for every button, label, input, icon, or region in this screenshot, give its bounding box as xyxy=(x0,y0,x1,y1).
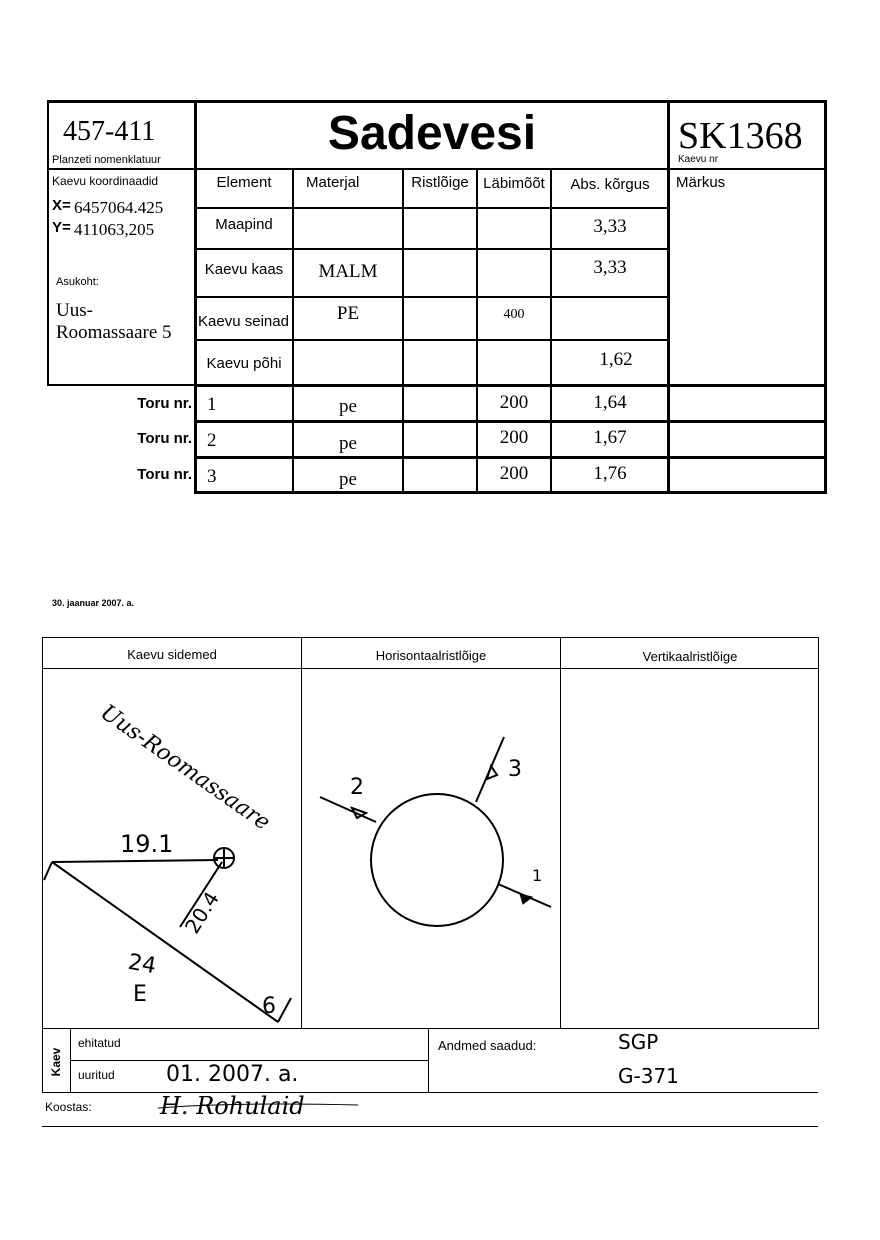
sketch-line-right xyxy=(278,998,291,1022)
pipe-material: pe xyxy=(339,469,357,490)
row-abs-height: 3,33 xyxy=(593,216,627,237)
sketch-line-left xyxy=(44,862,52,880)
hand-dim-20: 20.4 xyxy=(180,887,224,938)
coord-x-label: X= xyxy=(52,197,71,214)
built-label: ehitatud xyxy=(78,1036,121,1050)
rule xyxy=(42,1092,818,1093)
coord-x-value: 6457064.425 xyxy=(74,198,164,217)
pipe-diameter: 200 xyxy=(499,427,529,448)
well-number-label: Kaevu nr xyxy=(678,154,719,165)
pipe-abs-height: 1,64 xyxy=(593,392,627,413)
header-remarks: Märkus xyxy=(676,174,726,191)
pipe-3-arrow-icon xyxy=(487,766,497,779)
location-label: Asukoht: xyxy=(56,276,99,288)
well-section-circle xyxy=(371,794,503,926)
pipe-abs-height: 1,67 xyxy=(593,427,627,448)
row-element: Kaevu seinad xyxy=(198,313,289,330)
row-element: Kaevu kaas xyxy=(204,261,284,278)
hand-dim-19: 19.1 xyxy=(120,830,174,858)
hand-num-24: 24 xyxy=(126,949,158,980)
hand-pipe-1: 1 xyxy=(532,866,543,885)
pipe-label: Toru nr. xyxy=(137,430,192,447)
document-date: 30. jaanuar 2007. a. xyxy=(52,598,135,608)
pipe-material: pe xyxy=(339,433,357,454)
data-received-label: Andmed saadud: xyxy=(438,1038,537,1053)
header-diameter: Läbimõõt xyxy=(483,175,545,192)
pipe-material: pe xyxy=(339,396,357,417)
well-number-value: SK1368 xyxy=(678,115,803,157)
location-line2: Roomassaare 5 xyxy=(56,322,172,343)
coord-y-value: 411063,205 xyxy=(74,220,155,239)
rule xyxy=(42,1028,43,1092)
pipe-1-arrow-icon xyxy=(520,894,532,904)
row-abs-height: 3,33 xyxy=(593,257,627,278)
pipe-number: 1 xyxy=(207,394,217,415)
row-element: Maapind xyxy=(215,216,273,233)
col-header-horizontal: Horisontaalristlõige xyxy=(375,648,487,663)
row-diameter: 400 xyxy=(503,307,525,322)
nomenclature-label: Planzeti nomenklatuur xyxy=(52,154,161,166)
row-element: Kaevu põhi xyxy=(206,355,282,372)
hand-letter-e: E xyxy=(133,982,147,1007)
hand-pipe-3: 3 xyxy=(508,757,522,782)
compiled-signature: H. Rohulaid xyxy=(160,1092,305,1120)
rule xyxy=(428,1028,429,1092)
header-cross-section: Ristlõige xyxy=(411,174,469,191)
hand-num-6: 6 xyxy=(262,994,276,1019)
data-received-value-2: G-371 xyxy=(618,1064,679,1088)
rule xyxy=(70,1060,428,1061)
col-header-connections: Kaevu sidemed xyxy=(127,647,217,662)
location-line1: Uus- xyxy=(56,300,93,321)
surveyed-label: uuritud xyxy=(78,1068,115,1082)
pipe-label: Toru nr. xyxy=(137,395,192,412)
pipe-number: 2 xyxy=(207,430,217,451)
header-element: Element xyxy=(216,174,272,191)
col-header-vertical: Vertikaalristlõige xyxy=(642,649,738,664)
rule xyxy=(42,1126,818,1127)
page-title: Sadevesi xyxy=(327,107,537,160)
coordinates-label: Kaevu koordinaadid xyxy=(52,174,159,188)
row-material: MALM xyxy=(318,261,378,282)
pipe-label: Toru nr. xyxy=(137,466,192,483)
well-vertical-label: Kaev xyxy=(49,1047,63,1077)
pipe-abs-height: 1,76 xyxy=(593,463,627,484)
nomenclature-value: 457-411 xyxy=(63,116,156,147)
surveyed-date-value: 01. 2007. a. xyxy=(166,1062,299,1087)
compiled-label: Koostas: xyxy=(45,1100,92,1114)
pipe-diameter: 200 xyxy=(499,392,529,413)
pipe-2-line xyxy=(320,797,376,822)
hand-street-name: Uus-Roomassaare xyxy=(95,700,275,836)
header-material: Materjal xyxy=(306,174,360,191)
pipe-diameter: 200 xyxy=(499,463,529,484)
hand-pipe-2: 2 xyxy=(350,775,364,800)
coord-y-label: Y= xyxy=(52,219,71,236)
header-abs-height: Abs. kõrgus xyxy=(570,176,650,193)
sketch-line-diagonal xyxy=(52,862,278,1022)
row-material: PE xyxy=(336,303,360,324)
sketch-line-top xyxy=(52,860,218,862)
pipe-number: 3 xyxy=(207,466,217,487)
row-abs-height: 1,62 xyxy=(599,349,633,370)
data-received-value-1: SGP xyxy=(618,1030,659,1054)
